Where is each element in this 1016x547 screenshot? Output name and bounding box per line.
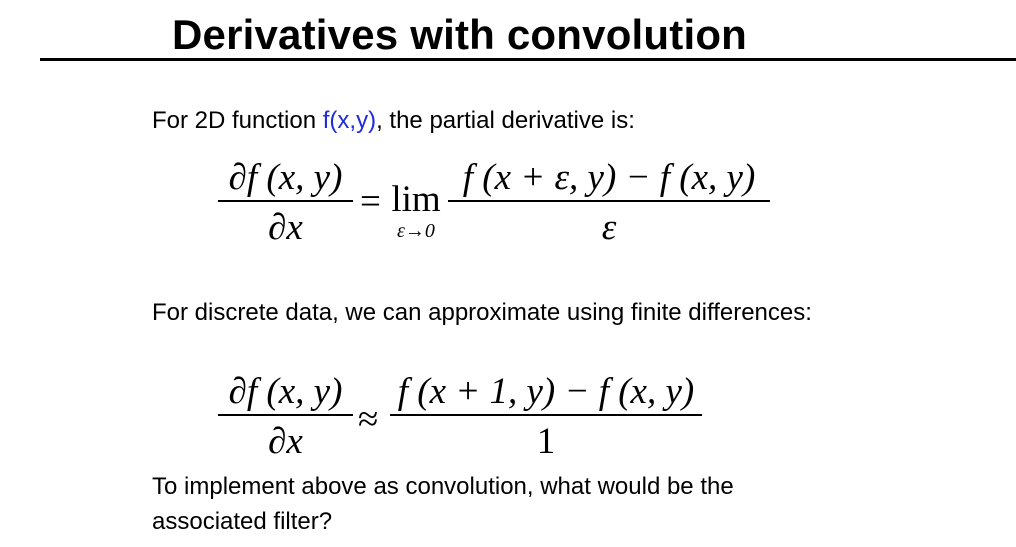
eq1-lhs-fraction xyxy=(218,158,353,248)
eq1-limit-word: lim xyxy=(391,179,441,220)
intro-function: f(x,y) xyxy=(322,107,377,134)
eq2-rhs-denominator: 1 xyxy=(536,421,556,462)
eq2-rhs-numerator: f (x + 1, y) − f (x, y) xyxy=(397,371,695,412)
eq1-limit-subscript: ε→0 xyxy=(397,220,435,242)
eq2-rhs-fraction-bar xyxy=(390,414,702,416)
eq2-approx-sign: ≈ xyxy=(358,399,379,440)
eq2-lhs-fraction-bar xyxy=(218,414,353,416)
eq2-rhs-fraction xyxy=(390,372,702,462)
slide-title: Derivatives with convolution xyxy=(172,11,748,58)
eq1-rhs-fraction-bar xyxy=(448,200,770,202)
title-underline xyxy=(40,58,1016,61)
intro-suffix: , the partial derivative is: xyxy=(376,107,635,134)
eq1-lhs-fraction-bar xyxy=(218,200,353,202)
eq1-rhs-fraction xyxy=(448,158,770,248)
eq2-lhs-denominator: ∂x xyxy=(268,421,303,462)
discrete-text: For discrete data, we can approximate using finite differences: xyxy=(152,299,812,326)
eq1-equals-sign: = xyxy=(360,181,381,222)
question-line-2: associated filter? xyxy=(152,508,333,535)
eq1-rhs-denominator: ε xyxy=(601,207,617,248)
intro-text xyxy=(152,104,635,138)
eq1-rhs-numerator: f (x + ε, y) − f (x, y) xyxy=(462,157,756,198)
eq2-lhs-numerator: ∂f (x, y) xyxy=(228,371,343,412)
intro-prefix: For 2D function xyxy=(152,107,323,134)
eq1-limit xyxy=(388,180,444,242)
question-line-1: To implement above as convolution, what would be the xyxy=(152,473,734,500)
eq1-lhs-denominator: ∂x xyxy=(268,207,303,248)
eq1-lhs-numerator: ∂f (x, y) xyxy=(228,157,343,198)
eq2-lhs-fraction xyxy=(218,372,353,462)
